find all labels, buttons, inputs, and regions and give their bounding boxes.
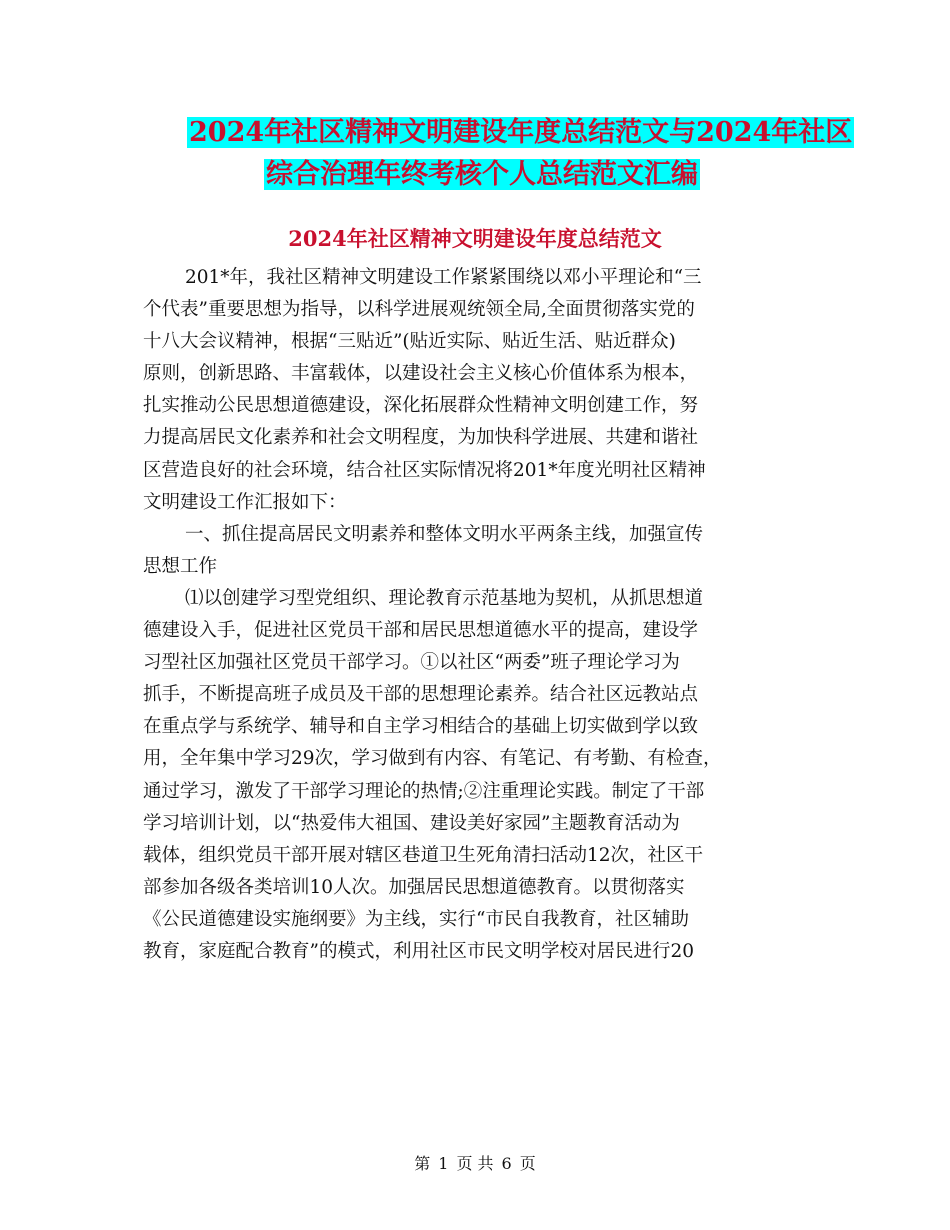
body-line: ⑴以创建学习型党组织、理论教育示范基地为契机，从抓思想道 <box>185 587 704 609</box>
body-line: 通过学习，激发了干部学习理论的热情;②注重理论实践。制定了干部 <box>143 780 705 802</box>
body-line: 在重点学与系统学、辅导和自主学习相结合的基础上切实做到学以致 <box>143 716 699 738</box>
document-title <box>0 112 950 196</box>
body-line: 德建设入手，促进社区党员干部和居民思想道德水平的提高，建设学 <box>143 620 699 642</box>
document-body <box>143 262 813 968</box>
body-line: 抓手，不断提高班子成员及干部的思想理论素养。结合社区远教站点 <box>143 684 699 706</box>
body-line: 201*年，我社区精神文明建设工作紧紧围绕以邓小平理论和“三 <box>185 267 702 288</box>
body-line: 文明建设工作汇报如下： <box>143 491 347 513</box>
page-footer <box>0 1152 950 1176</box>
body-line: 思想工作 <box>143 555 218 577</box>
body-line: 习型社区加强社区党员干部学习。①以社区“两委”班子理论学习为 <box>143 652 680 674</box>
body-line: 区营造良好的社会环境，结合社区实际情况将201*年度光明社区精神 <box>143 459 706 481</box>
body-line: 部参加各级各类培训10人次。加强居民思想道德教育。以贯彻落实 <box>143 876 685 898</box>
body-line: 载体，组织党员干部开展对辖区巷道卫生死角清扫活动12次，社区干 <box>143 844 704 866</box>
body-line: 十八大会议精神，根据“三贴近”(贴近实际、贴近生活、贴近群众) <box>143 331 676 353</box>
title-line-1: 2024年社区精神文明建设年度总结范文与2024年社区 <box>189 117 853 148</box>
body-line: 扎实推动公民思想道德建设，深化拓展群众性精神文明创建工作，努 <box>143 395 699 417</box>
body-line: 《公民道德建设实施纲要》为主线，实行“市民自我教育，社区辅助 <box>143 908 689 930</box>
page-number: 1 <box>438 1154 449 1173</box>
body-line: 个代表”重要思想为指导，以科学进展观统领全局,全面贯彻落实党的 <box>143 299 695 321</box>
footer-middle: 页 共 <box>456 1154 494 1173</box>
body-line: 教育，家庭配合教育”的模式，利用社区市民文明学校对居民进行20 <box>143 940 695 962</box>
body-line: 力提高居民文化素养和社会文明程度，为加快科学进展、共建和谐社 <box>143 427 699 449</box>
total-pages: 6 <box>501 1154 512 1173</box>
footer-suffix: 页 <box>519 1154 536 1173</box>
title-line-2: 综合治理年终考核个人总结范文汇编 <box>266 159 698 190</box>
footer-prefix: 第 <box>414 1154 431 1173</box>
body-line: 一、抓住提高居民文明素养和整体文明水平两条主线，加强宣传 <box>185 523 704 545</box>
body-line: 原则，创新思路、丰富载体，以建设社会主义核心价值体系为根本， <box>143 363 699 385</box>
section-title: 2024年社区精神文明建设年度总结范文 <box>288 226 662 251</box>
body-line: 学习培训计划，以“热爱伟大祖国、建设美好家园”主题教育活动为 <box>143 812 680 834</box>
body-line: 用，全年集中学习29次，学习做到有内容、有笔记、有考勤、有检查， <box>143 748 722 770</box>
